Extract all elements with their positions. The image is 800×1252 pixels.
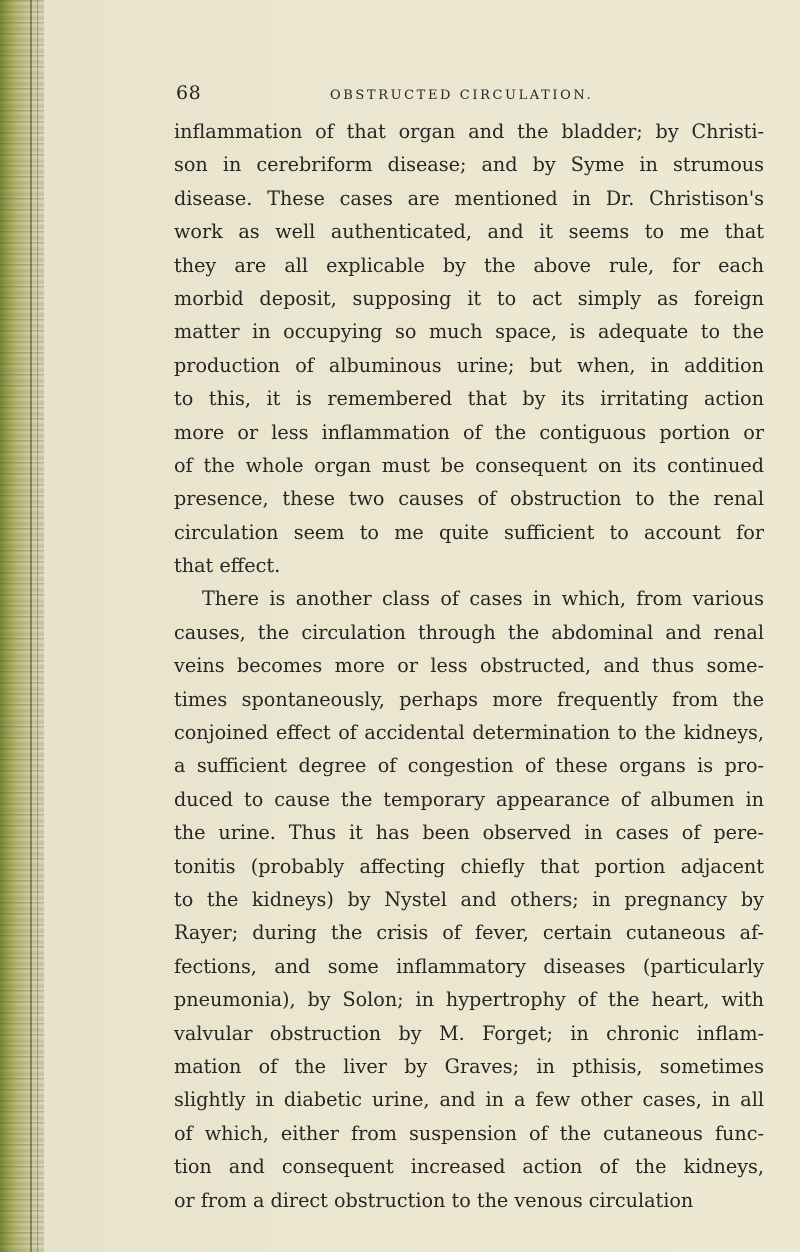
text-line: disease. These cases are mentioned in Dr. Christison's xyxy=(174,186,764,210)
body-text xyxy=(174,115,764,1217)
text-line: the urine. Thus it has been observed in cases of pere- xyxy=(174,821,764,845)
text-line: circulation seem to me quite sufficient to account for xyxy=(174,520,764,544)
text-line: slightly in diabetic urine, and in a few other cases, in all xyxy=(174,1088,764,1112)
text-line: morbid deposit, supposing it to act simply as foreign xyxy=(174,286,764,310)
binding-fold-line xyxy=(30,0,32,1252)
text-line: a sufficient degree of congestion of these organs is pro- xyxy=(174,754,764,778)
text-line: veins becomes more or less obstructed, and thus some- xyxy=(174,654,764,678)
text-line: to this, it is remembered that by its irritating action xyxy=(174,387,764,411)
text-line: conjoined effect of accidental determination to the kidneys, xyxy=(174,721,764,745)
text-line: of the whole organ must be consequent on its continued xyxy=(174,453,764,477)
text-line: they are all explicable by the above rule, for each xyxy=(174,253,764,277)
page-header xyxy=(0,80,800,110)
text-line: inflammation of that organ and the bladder; by Christi- xyxy=(174,120,764,143)
text-line: of which, either from suspension of the cutaneous func- xyxy=(174,1121,764,1145)
text-line: presence, these two causes of obstruction to the renal xyxy=(174,487,764,511)
page-number: 68 xyxy=(176,82,202,104)
text-line: work as well authenticated, and it seems to me that xyxy=(174,220,764,244)
text-line: fections, and some inflammatory diseases (particularly xyxy=(174,954,764,978)
text-line: or from a direct obstruction to the venous circulation xyxy=(174,1188,694,1212)
text-line: tion and consequent increased action of the kidneys, xyxy=(174,1155,764,1179)
text-line: to the kidneys) by Nystel and others; in pregnancy by xyxy=(174,887,764,911)
text-line: son in cerebriform disease; and by Syme in strumous xyxy=(174,153,764,177)
text-line: duced to cause the temporary appearance of albumen in xyxy=(174,787,764,811)
running-head: OBSTRUCTED CIRCULATION. xyxy=(330,88,594,103)
text-line: valvular obstruction by M. Forget; in chronic inflam- xyxy=(174,1021,764,1045)
paragraph-end-line: that effect. xyxy=(174,554,281,578)
text-line: Rayer; during the crisis of fever, certain cutaneous af- xyxy=(174,921,764,945)
text-line: tonitis (probably affecting chiefly that portion adjacent xyxy=(174,854,764,878)
text-line: more or less inflammation of the contiguous portion or xyxy=(174,420,764,444)
text-line: production of albuminous urine; but when, in addition xyxy=(174,353,764,377)
text-line: matter in occupying so much space, is adequate to the xyxy=(174,320,764,344)
text-line: pneumonia), by Solon; in hypertrophy of the heart, with xyxy=(174,988,764,1012)
text-line: causes, the circulation through the abdominal and renal xyxy=(174,620,764,644)
text-line: times spontaneously, perhaps more frequently from the xyxy=(174,687,764,711)
paragraph-start-line: There is another class of cases in which, from various xyxy=(202,587,764,611)
text-line: mation of the liver by Graves; in pthisis, sometimes xyxy=(174,1054,764,1078)
binding-fold-line-inner xyxy=(37,0,38,1252)
